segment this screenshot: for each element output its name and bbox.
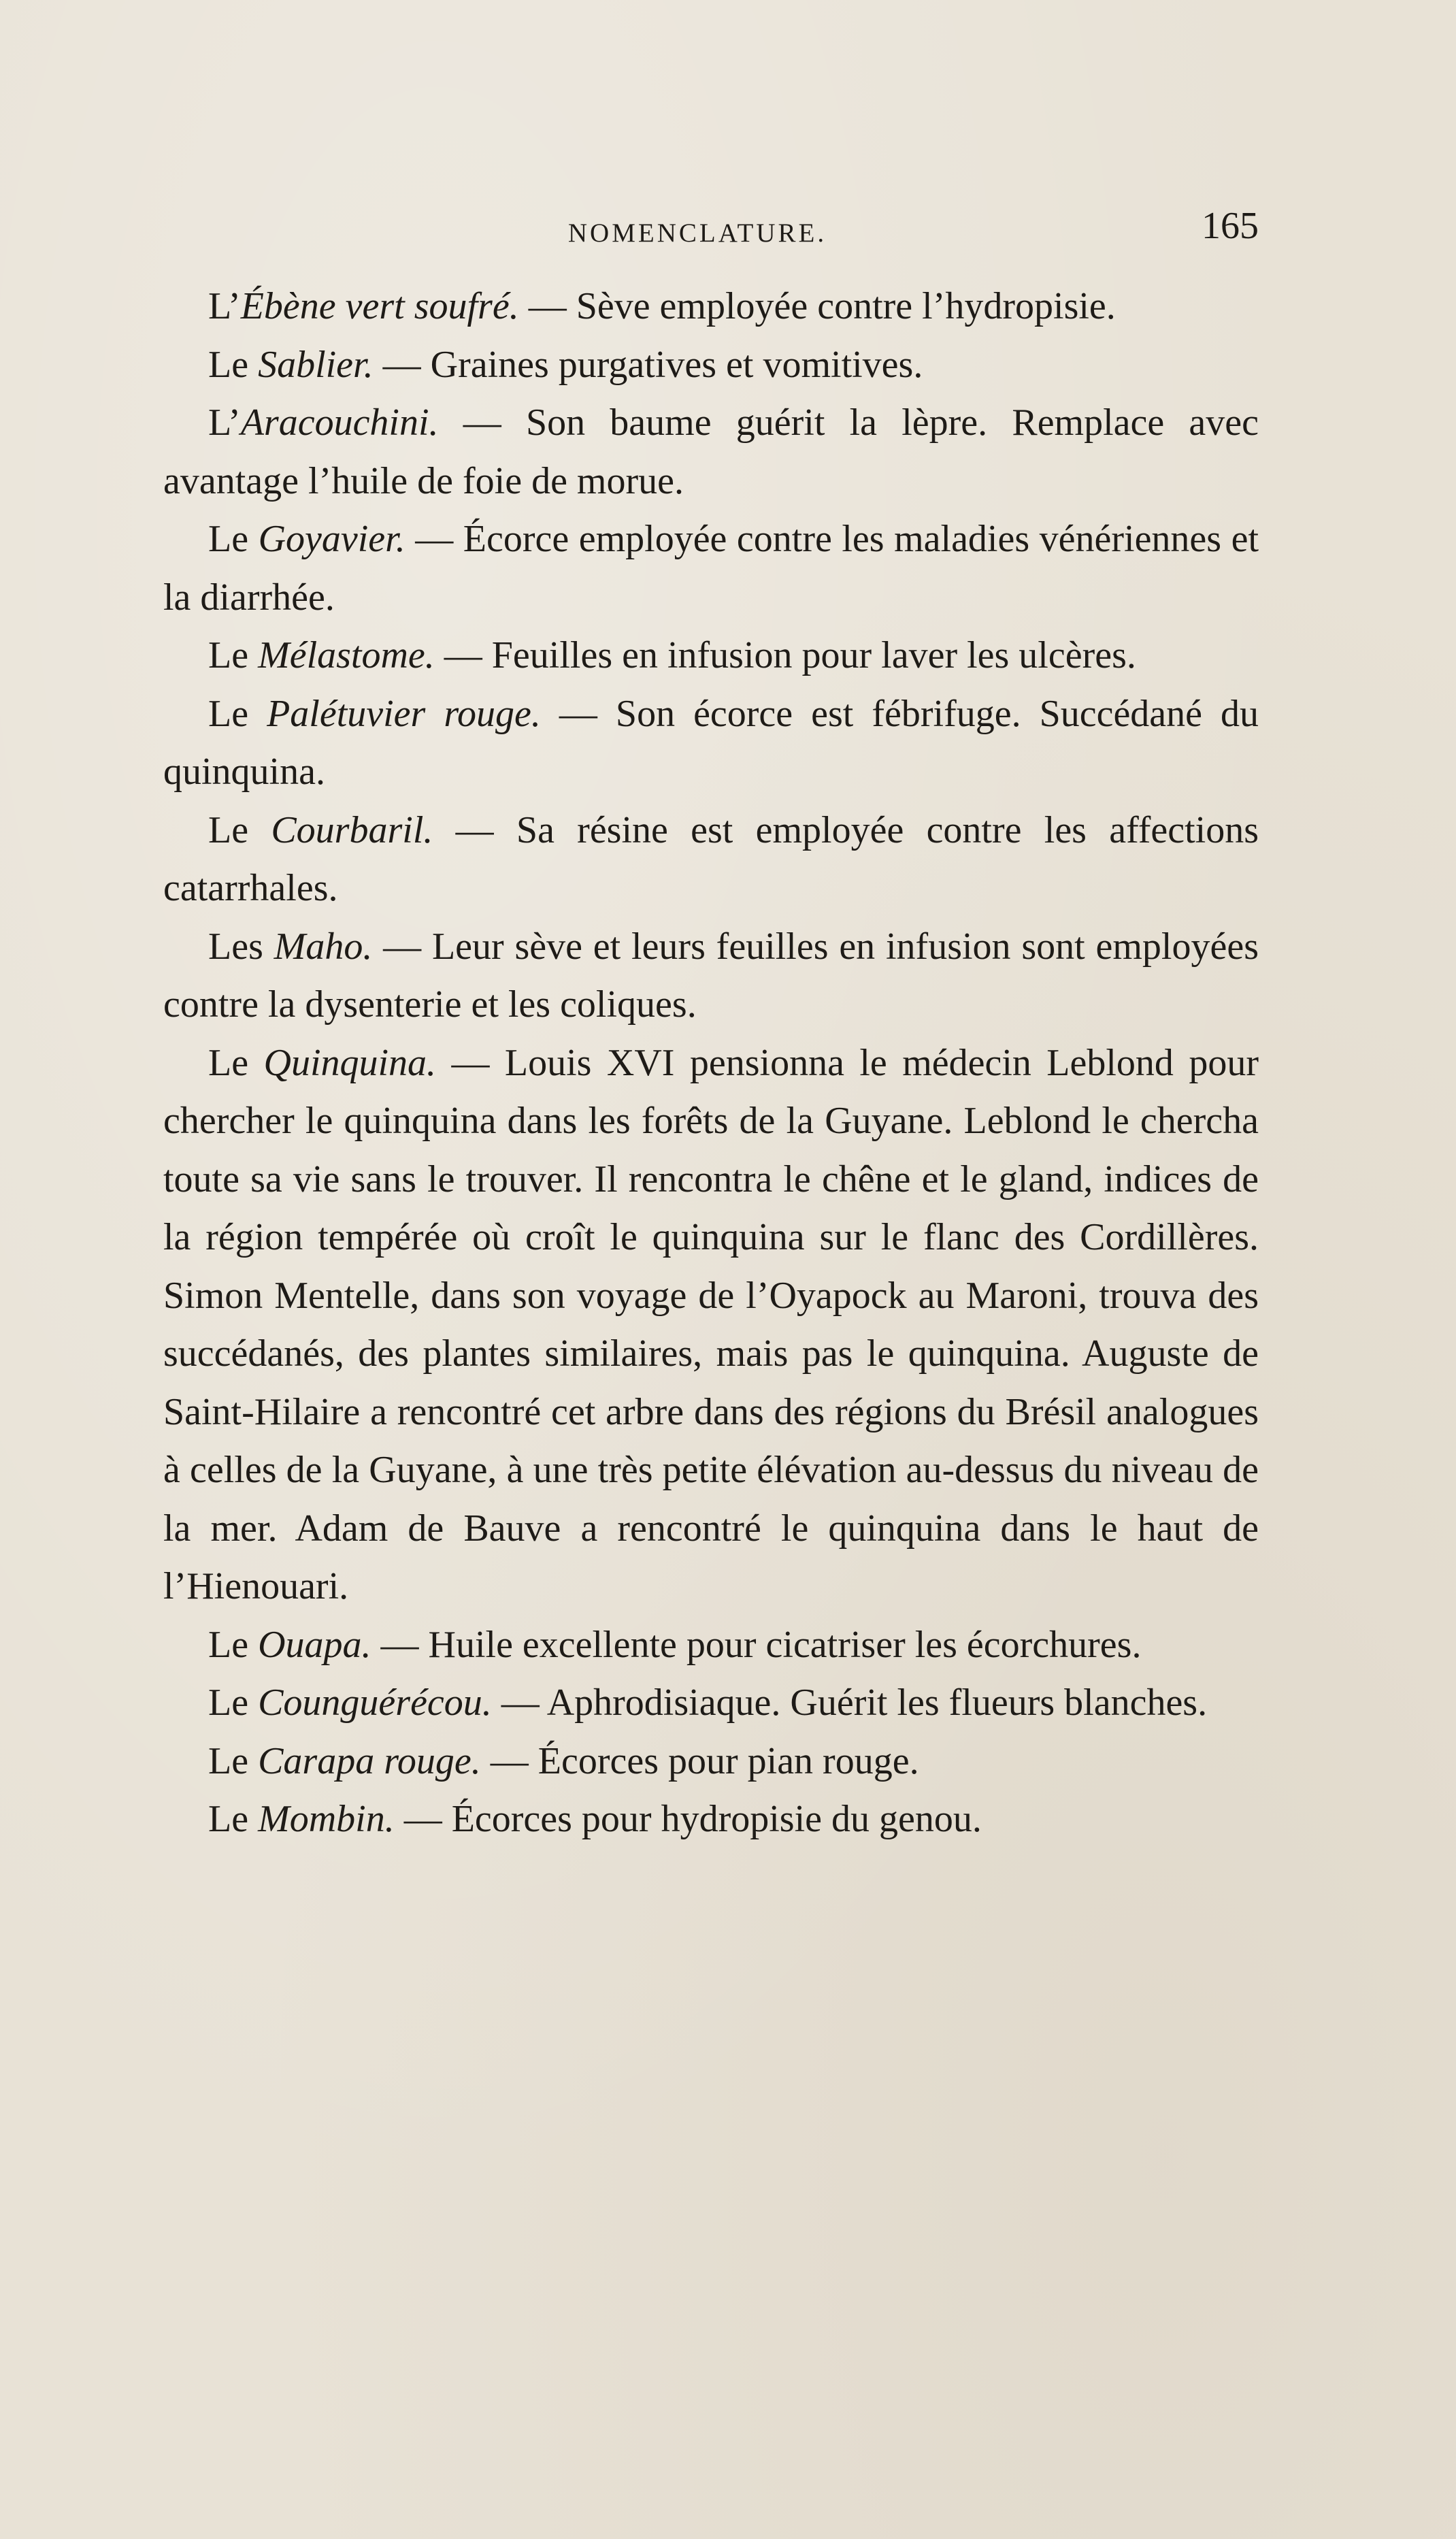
entry-counguerecou: Le Counguérécou. — Aphrodisiaque. Guérit les flueurs blanches. <box>208 1682 1208 1724</box>
entry-sablier: Le Sablier. — Graines purgatives et vomitives. <box>208 343 923 386</box>
entry-ebene-vert-soufre: L’Ébène vert soufré. — Sève employée contre l’hydropisie. <box>208 285 1116 327</box>
entry-carapa-rouge: Le Carapa rouge. — Écorces pour pian rouge. <box>208 1739 919 1782</box>
plant-name: Mélastome. <box>258 634 435 676</box>
entry-goyavier: Le Goyavier. — Écorce employée contre les maladies vénériennes et la diarrhée. <box>163 518 1259 619</box>
plant-name: Sablier. <box>258 343 374 386</box>
plant-name: Mombin. <box>258 1798 395 1840</box>
entry-aracouchini: L’Aracouchini. — Son baume guérit la lèpre. Remplace avec avantage l’huile de foie de morue. <box>163 402 1259 502</box>
plant-name: Courbaril. <box>271 808 433 851</box>
plant-name: Palétuvier rouge. <box>267 692 541 735</box>
plant-name: Maho. <box>274 925 373 968</box>
entry-paletuvier-rouge: Le Palétuvier rouge. — Son écorce est fébrifuge. Succédané du quinquina. <box>163 692 1259 793</box>
entry-maho: Les Maho. — Leur sève et leurs feuilles en infusion sont employées contre la dysenterie et les coliques. <box>163 925 1259 1026</box>
page-number: 165 <box>1202 205 1259 247</box>
entry-quinquina: Le Quinquina. — Louis XVI pensionna le médecin Leblond pour chercher le quinquina dans les forêts de la Guyane. Leblond le chercha toute sa vie sans le trouver. Il rencontra le chêne et le gland, indices de la région tempérée où croît le quinquina sur le flanc des Cordillères. Simon Mentelle, dans son voyage de l’Oyapock au Maroni, trouva des succédanés, des plantes similaires, mais pas le quinquina. Auguste de Saint-Hilaire a rencontré cet arbre dans des régions du Brésil analogues à celles de la Guyane, à une très petite élévation au-dessus du niveau de la mer. Adam de Bauve a rencontré le quinquina dans le haut de l’Hienouari. <box>163 1041 1259 1607</box>
plant-name: Ébène vert soufré. <box>240 285 519 327</box>
plant-name: Aracouchini. <box>240 402 439 444</box>
entry-melastome: Le Mélastome. — Feuilles en infusion pour laver les ulcères. <box>208 634 1136 676</box>
entry-courbaril: Le Courbaril. — Sa résine est employée contre les affections catarrhales. <box>163 808 1259 909</box>
entry-ouapa: Le Ouapa. — Huile excellente pour cicatriser les écorchures. <box>208 1623 1142 1666</box>
plant-name: Counguérécou. <box>258 1682 492 1724</box>
plant-name: Carapa rouge. <box>258 1739 481 1782</box>
running-head <box>163 204 1259 265</box>
entry-mombin: Le Mombin. — Écorces pour hydropisie du genou. <box>208 1798 982 1840</box>
plant-name: Ouapa. <box>258 1623 371 1666</box>
running-head-title: NOMENCLATURE. <box>567 218 827 248</box>
body-text <box>163 278 1259 1849</box>
plant-name: Quinquina. <box>263 1041 437 1084</box>
plant-name: Goyavier. <box>258 518 406 560</box>
